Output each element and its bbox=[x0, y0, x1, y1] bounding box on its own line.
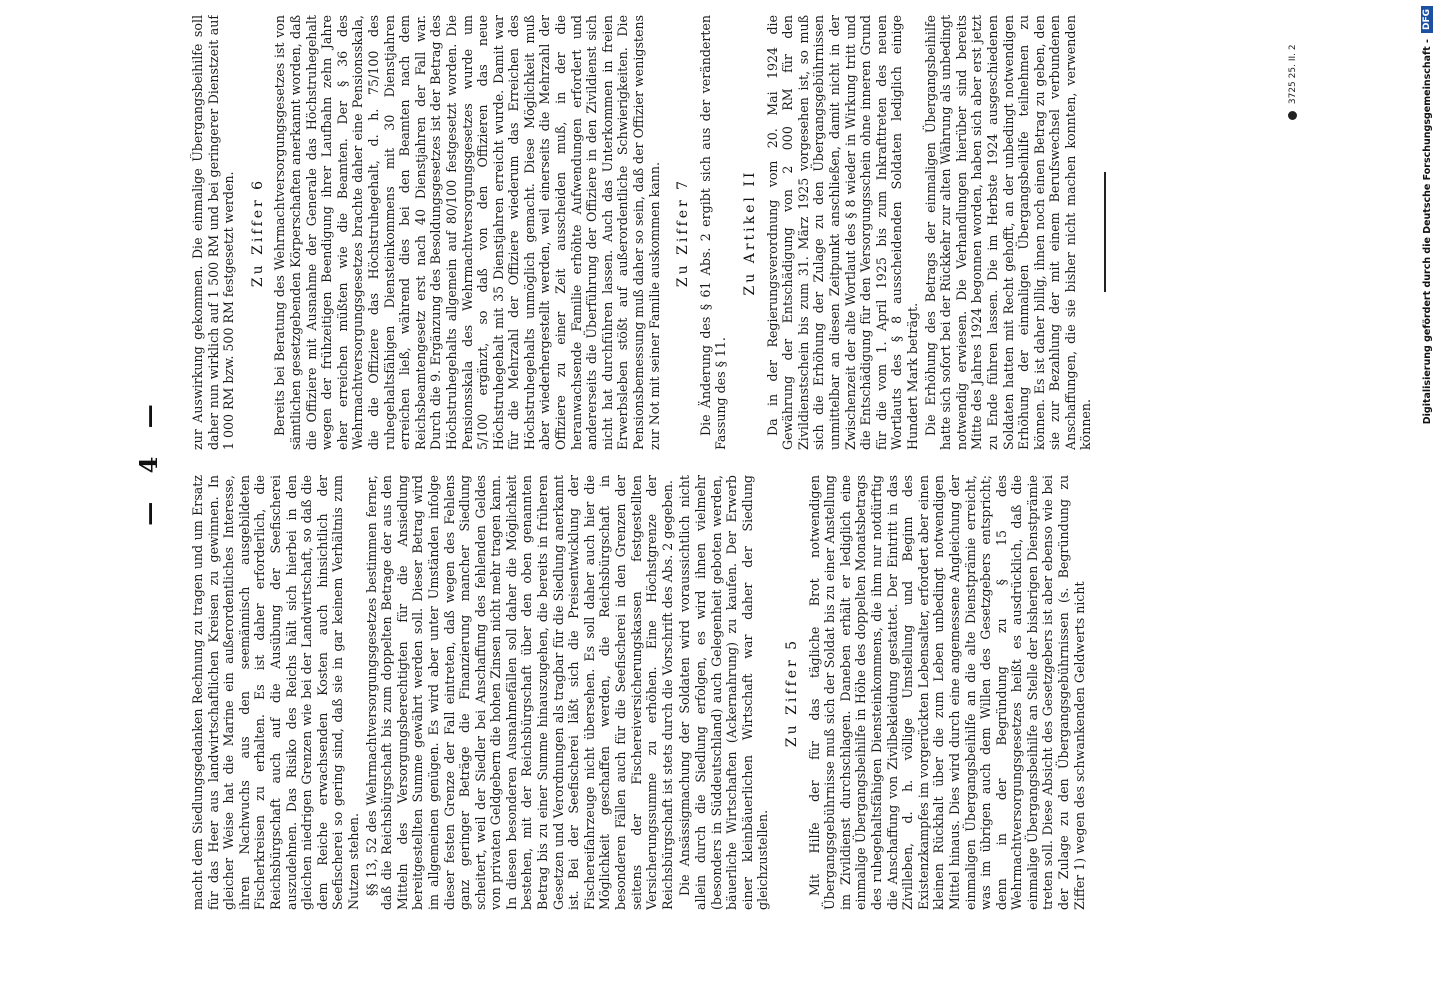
right-column bbox=[190, 15, 1190, 450]
left-paragraph-4: Mit Hilfe der für das tägliche Brot notwendigen Übergangsgebührnisse muß sich der Soldat bis zu einer Anstellung im Zivildienst durchschlagen. Daneben erhält er lediglich eine einmalige Übergangsbeihilfe in Höhe des doppelten Monatsbetrags des ruhegehaltsfähigen Diensteinkommens, die ihm nur notdürftig die Anschaffung von Zivilbekleidung gestattet. Der Eintritt in das Zivilleben, d. h. völlige Umstellung und Beginn des Existenzkampfes im vorgerückten Lebensalter, erfordert aber einen kleinen Rückhalt über die zum Leben unbedingt notwendigen Mittel hinaus. Dies wird durch eine angemessene Angleichung der einmaligen Übergangsbeihilfe an die alte Dienstprämie erreicht, was im übrigen auch dem Willen des Gesetzgebers entspricht; denn in der Begründung zu § 15 des Wehrmachtversorgungsgesetzes heißt es ausdrücklich, daß die einmalige Übergangsbeihilfe an Stelle der bisherigen Dienstprämie treten soll. Diese Absicht des Gesetzgebers ist aber ebenso wie bei der Zulage zu den Übergangsgebührnissen (s. Begründung zu Ziffer 1) wegen des schwankenden Geldwerts nicht bbox=[806, 475, 1087, 910]
heading-ziffer-6: Zu Ziffer 6 bbox=[249, 177, 266, 288]
right-paragraph-1: zur Auswirkung gekommen. Die einmalige Übergangsbeihilfe soll daher nun wirklich auf 1 500 RM und bei geringerer Dienstzeit auf 1 000 RM bzw. 500 RM festgesetzt werden. bbox=[190, 15, 237, 450]
right-paragraph-4: Da in der Regierungsverordnung vom 20. Mai 1924 die Gewährung der Entschädigung von 2 000 RM für den Zivildienstschein bis zum 31. März 1925 vorgesehen ist, so muß sich die Erhöhung der Zulage zu den Übergangsgebührnissen unmittelbar an diesen Zeitpunkt anschließen, damit nicht in der Zwischenzeit der alte Wortlaut des § 8 wieder in Wirkung tritt und die Entschädigung für den Versorgungsschein ohne inneren Grund für die vom 1. April 1925 bis zum Inkrafttreten des neuen Wortlauts des § 8 ausscheidenden Soldaten lediglich einige Hundert Mark beträgt. bbox=[764, 15, 920, 450]
left-paragraph-2: §§ 13, 52 des Wehrmachtversorgungsgesetzes bestimmen ferner, daß die Reichsbürgschaft bis zum doppelten Betrage der aus den Mitteln des Versorgungsberechtigten für die Ansiedlung bereitgestellten Summe gewährt werden soll. Dieser Betrag wird im allgemeinen genügen. Es wird aber unter Umständen infolge dieser festen Grenze der Fall eintreten, daß wegen des Fehlens ganz geringer Beträge die Finanzierung mancher Siedlung scheitert, weil der Siedler bei Anschaffung des fehlenden Geldes von privaten Geldgebern die hohen Zinsen nicht mehr tragen kann. In diesen besonderen Ausnahmefällen soll daher die Möglichkeit bestehen, mit der Reichsbürgschaft über den oben genannten Betrag bis zu einer Summe hinauszugehen, die bereits in früheren Gesetzen und Verordnungen als tragbar für die Siedlung anerkannt ist. Bei der Seefischerei läßt sich die Preisentwicklung der Fischereifahrzeuge nicht übersehen. Es soll daher auch hier die Möglichkeit geschaffen werden, die Reichsbürgschaft in besonderen Fällen auch für die Seefischerei in den Grenzen der seitens der Fischereiversicherungskassen festgestellten Versicherungssumme zu erhöhen. Eine Höchstgrenze der Reichsbürgschaft ist stets durch die Vorschrift des Abs. 2 gegeben. bbox=[363, 475, 675, 910]
left-paragraph-3: Die Ansässigmachung der Soldaten wird voraussichtlich nicht allein durch die Siedlung erfolgen, es wird ihnen vielmehr (besonders in Süddeutschland) auch Gelegenheit geboten werden, bäuerliche Wirtschaften (Ackernahrung) zu kaufen. Der Erwerb einer kleinbäuerlichen Wirtschaft war daher der Siedlung gleichzustellen. bbox=[677, 475, 771, 910]
right-paragraph-3: Die Änderung des § 61 Abs. 2 ergibt sich aus der veränderten Fassung des § 11. bbox=[697, 15, 729, 450]
right-paragraph-2: Bereits bei Beratung des Wehrmachtversorgungsgesetzes ist von sämtlichen gesetzgebenden Körperschaften anerkannt worden, daß die Offiziere mit Ausnahme der Generale das Höchstruhegehalt wegen der frühzeitigen Beendigung ihrer Laufbahn zehn Jahre eher erreichen müßten wie die Beamten. Der § 36 des Wehrmachtversorgungsgesetzes brachte daher eine Pensionsskala, die die Offiziere das Höchstruhegehalt, d. h. 75/100 des ruhegehaltsfähigen Diensteinkommens mit 30 Dienstjahren erreichen ließ, während dies bei den Beamten nach dem Reichsbeamtengesetz erst nach 40 Dienstjahren der Fall war. Durch die 9. Ergänzung des Besoldungsgesetzes ist der Betrag des Höchstruhegehalts allgemein auf 80/100 festgesetzt worden. Die Pensionsskala des Wehrmachtversorgungsgesetzes wurde um 5/100 ergänzt, so daß von den Offizieren das neue Höchstruhegehalt mit 35 Dienstjahren erreicht wurde. Damit war für die Mehrzahl der Offiziere wiederum das Erreichen des Höchstruhegehalts unmöglich gemacht. Diese Möglichkeit muß aber wiederhergestellt werden, weil einerseits die Mehrzahl der Offiziere zu einer Zeit ausscheiden muß, in der die heranwachsende Familie erhöhte Aufwendungen erfordert und andererseits die Überführung der Offiziere in den Zivildienst sich nicht hat durchführen lassen. Auch das Unterkommen in freien Erwerbsleben stößt auf außerordentliche Schwierigkeiten. Die Pensionsbemessung muß daher so sein, daß der Offizier wenigstens zur Not mit seiner Familie auskommen kann. bbox=[272, 15, 662, 450]
page-number: — 4 — bbox=[134, 394, 163, 526]
heading-ziffer-5: Zu Ziffer 5 bbox=[783, 637, 800, 748]
right-paragraph-5: Die Erhöhung des Betrags der einmaligen Übergangsbeihilfe hatte sich sofort bei der Rückkehr zur alten Währung als unbedingt notwendig erwiesen. Die Verhandlungen hierüber sind bereits Mitte des Jahres 1924 begonnen worden, haben sich aber erst jetzt zu Ende führen lassen. Die im Herbste 1924 ausgeschiedenen Soldaten hatten mit Recht gehofft, an der unbedingt notwendigen Erhöhung der einmaligen Übergangsbeihilfe teilnehmen zu können. Es ist daher billig, ihnen noch einen Betrag zu geben, den sie zur Bezahlung der mit einem Berufswechsel verbundenen Anschaffungen, die sie bisher nicht machen konnten, verwenden können. bbox=[922, 15, 1094, 450]
left-paragraph-1: macht dem Siedlungsgedanken Rechnung zu tragen und um Ersatz für das Heer aus landwirtschaftlichen Kreisen zu gewinnen. In gleicher Weise hat die Marine ein außerordentliches Interesse, ihren Nachwuchs aus den seemännisch ausgebildeten Fischerkreisen zu erhalten. Es ist daher erforderlich, die Reichsbürgschaft auch auf die Ausübung der Seefischerei auszudehnen. Das Risiko des Reichs hält sich hierbei in den gleichen niedrigen Grenzen wie bei der Landwirtschaft, so daß die dem Reiche erwachsenden Kosten auch hinsichtlich der Seefischerei so gering sind, daß sie in gar keinem Verhältnis zum Nutzen stehen. bbox=[190, 475, 361, 910]
rotated-page bbox=[120, 0, 1320, 920]
digitization-stamp-text: Digitalisierung gefördert durch die Deutsche Forschungsgemeinschaft - bbox=[1421, 39, 1433, 425]
printer-mark-icon bbox=[1288, 111, 1297, 120]
print-code bbox=[1288, 0, 1302, 120]
print-code-text: 3725 25. II. 2 bbox=[1288, 44, 1298, 105]
heading-ziffer-7: Zu Ziffer 7 bbox=[675, 177, 692, 288]
digitization-stamp bbox=[1420, 0, 1434, 1000]
dfg-logo: DFG bbox=[1421, 6, 1433, 33]
left-column bbox=[190, 475, 1190, 910]
section-divider bbox=[1104, 173, 1106, 293]
heading-artikel-2: Zu Artikel II bbox=[742, 169, 758, 296]
